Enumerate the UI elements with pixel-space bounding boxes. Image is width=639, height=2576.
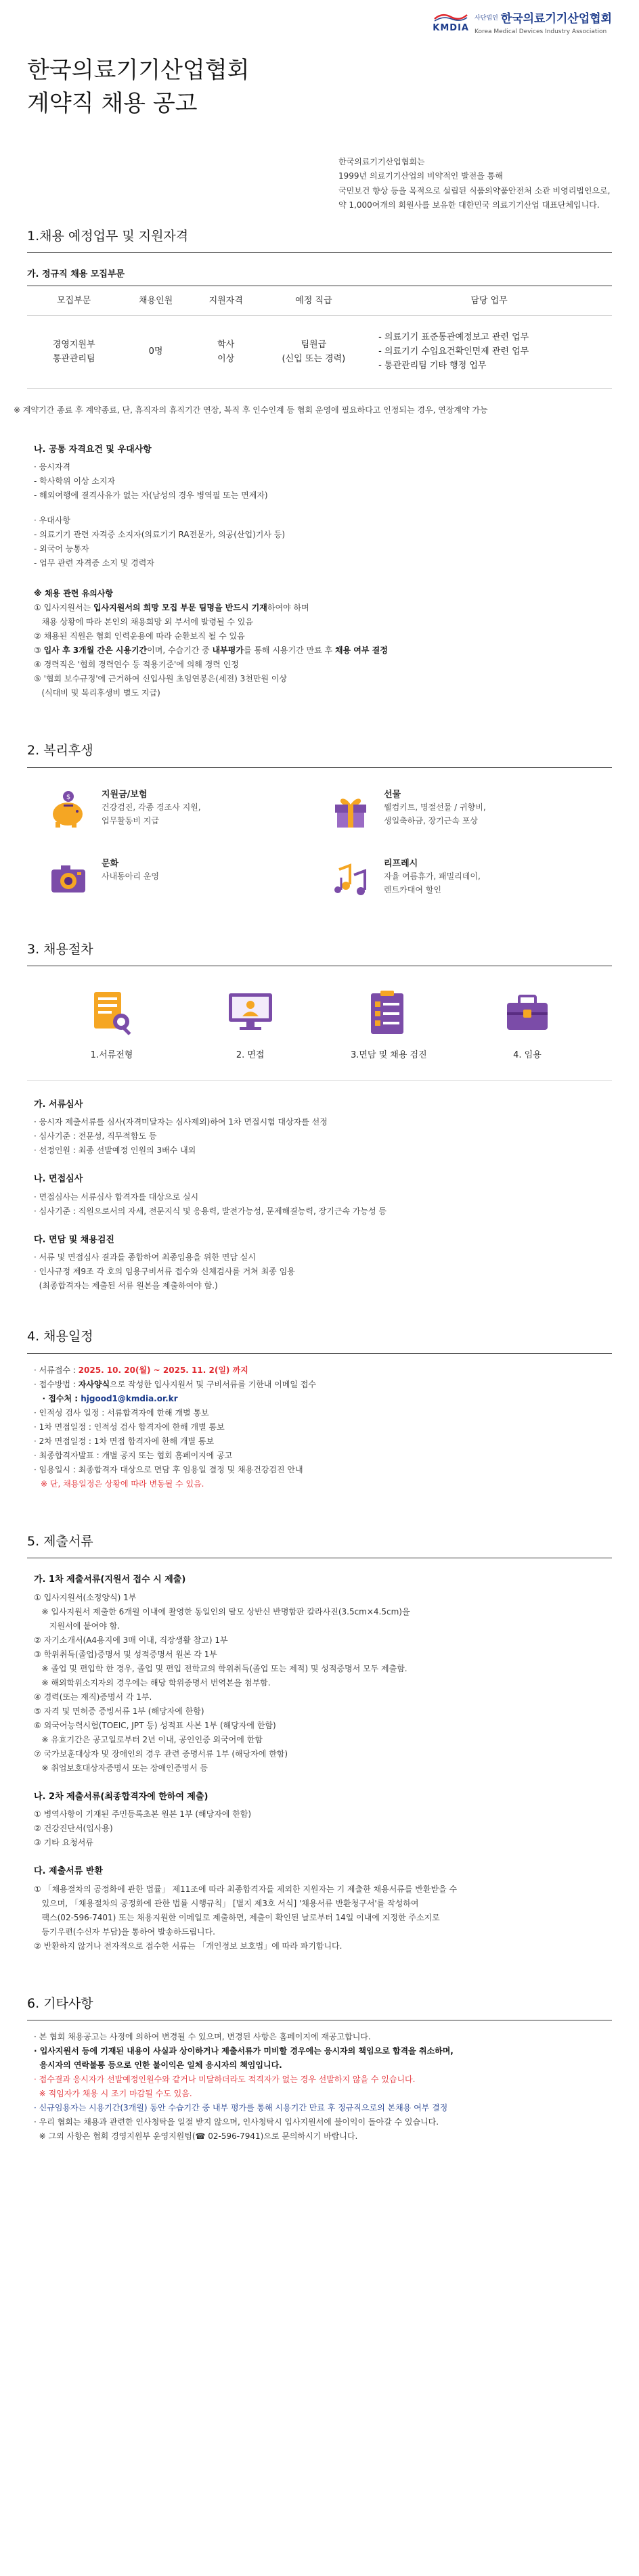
grade-line: (신입 또는 경력)	[282, 353, 346, 364]
table-header-row	[27, 286, 612, 316]
sub-heading: 가. 서류심사	[34, 1099, 83, 1110]
doc-review-block	[34, 1115, 612, 1158]
method-line	[34, 1378, 612, 1392]
qual-line: 학사	[217, 339, 235, 350]
duty-line: - 의료기기 표준통관예정보고 관련 업무	[378, 332, 529, 343]
req-item: - 학사학위 이상 소지자	[34, 476, 116, 487]
text-line: ① 「채용절차의 공정화에 관한 법률」 제11조에 따라 최종합격자를 제외한 지원자는 기 제출한 채용서류를 반환받을 수	[34, 1884, 458, 1894]
return-docs-block	[34, 1882, 612, 1953]
text-line: ※ 입사지원서 제출한 6개월 이내에 촬영한 동일인의 탈모 상반신 반명함판 칼라사진(3.5cm×4.5cm)을	[34, 1606, 410, 1617]
text-line: ※ 취업보호대상자증명서 또는 장애인증명서 등	[34, 1763, 208, 1773]
text-line: ※ 졸업 및 편입학 한 경우, 졸업 및 편입 전학교의 학위취득(졸업 또는 제적) 및 성적증명서 모두 제출함.	[34, 1663, 407, 1673]
title-line-2: 계약직 채용 공고	[27, 90, 198, 118]
intro-text	[338, 155, 612, 213]
pref-item: - 의료기기 관련 자격증 소지자(의료기기 RA전문가, 의공(산업)기사 등)	[34, 530, 286, 540]
dept-line: 통관관리팀	[52, 353, 95, 364]
text-line: ⑥ 외국어능력시험(TOEIC, JPT 등) 성적표 사본 1부 (해당자에 한함)	[34, 1720, 276, 1730]
deadline-value: 2025. 10. 20(월) ~ 2025. 11. 2(일) 까지	[78, 1365, 248, 1375]
second-docs-block	[34, 1807, 612, 1850]
deadline-line	[34, 1363, 612, 1378]
divider	[27, 1080, 612, 1081]
camera-icon	[47, 857, 89, 899]
divider	[27, 252, 612, 253]
svg-text:$: $	[66, 793, 71, 801]
process-step	[345, 987, 433, 1062]
header	[27, 0, 612, 47]
text-line: · 인적성 검사 일정 : 서류합격자에 한해 개별 통보	[34, 1407, 209, 1418]
duty-line: - 통관관리팀 기타 행정 업무	[378, 361, 487, 371]
section-benefits	[27, 741, 612, 899]
cell-dept	[27, 316, 120, 388]
text-line: ③ 기타 요청서류	[34, 1838, 93, 1848]
table-row	[27, 316, 612, 388]
caution-text: 를 통해 시용기간 만료 후	[243, 646, 335, 656]
video-interview-icon	[223, 987, 278, 1041]
checklist-icon	[361, 987, 416, 1041]
text-line: ⑤ 자격 및 면허증 증빙서류 1부 (해당자에 한함)	[34, 1706, 204, 1716]
text-line: ※ 해외학위소지자의 경우에는 해당 학위증명서 번역본을 첨부함.	[34, 1677, 271, 1688]
pref-item: - 업무 관련 자격증 소지 및 경력자	[34, 558, 154, 568]
text-line: ④ 경력(또는 재직)증명서 각 1부.	[34, 1692, 152, 1702]
logo-wave-icon	[433, 12, 468, 22]
section-title: 6. 기타사항	[27, 1995, 93, 2011]
caution-item	[34, 601, 612, 615]
caution-bold: 입사지원서의 희망 모집 부문 팀명을 반드시 기재	[93, 603, 267, 613]
benefit-item	[330, 857, 612, 899]
first-docs-block	[34, 1591, 612, 1776]
intro-line: 국민보건 향상 등을 목적으로 설립된 식품의약품안전처 소관 비영리법인으로,	[338, 185, 611, 196]
label: · 접수방법 :	[34, 1379, 79, 1389]
label: · 접수처 :	[34, 1393, 81, 1403]
cell-grade	[261, 316, 367, 388]
method-bold: 자사양식	[78, 1379, 110, 1389]
benefit-title: 선물	[384, 789, 401, 800]
caution-item: (식대비 및 복리후생비 별도 지급)	[34, 688, 160, 698]
caution-item: ② 채용된 직원은 협회 인력운용에 따라 순환보직 될 수 있음	[34, 631, 245, 641]
text-line: ① 입사지원서(소정양식) 1부	[34, 1592, 137, 1602]
text-line: · 선정인원 : 최종 선발예정 인원의 3배수 내외	[34, 1146, 196, 1156]
benefit-title: 지원금/보험	[102, 789, 148, 800]
section-documents	[27, 1532, 612, 1953]
step-label: 1.서류전형	[90, 1050, 133, 1061]
sub-heading: 나. 2차 제출서류(최종합격자에 한하여 제출)	[34, 1791, 208, 1802]
benefit-desc: 웰컴키트, 명절선물 / 귀향비,	[384, 803, 486, 813]
intro-line: 한국의료기기산업협회는	[338, 156, 425, 166]
interview-block	[34, 1190, 612, 1219]
recruit-table	[27, 286, 612, 389]
benefit-item	[47, 857, 330, 899]
requirements-block	[34, 460, 612, 700]
caution-text: 이며, 수습기간 중	[147, 646, 213, 656]
text-line: · 서류 및 면접심사 결과를 종합하여 최종임용을 위한 면담 실시	[34, 1252, 256, 1263]
sub-heading: 나. 공통 자격요건 및 우대사항	[34, 444, 152, 455]
logo-small: 사단법인	[474, 14, 498, 22]
title-line-1: 한국의료기기산업협회	[27, 57, 250, 84]
logo-name: 한국의료기기산업협회	[500, 12, 612, 26]
caution-item: ⑤ '협회 보수규정'에 근거하여 신입사원 초임연봉은(세전) 3천만원 이상	[34, 674, 288, 684]
step-label: 3.면담 및 채용 검진	[350, 1050, 427, 1061]
text-line: ※ 그외 사항은 협회 경영지원부 운영지원팀(☎ 02-596-7941)으로 문의하시기 바랍니다.	[34, 2131, 358, 2142]
grade-line: 팀원급	[301, 339, 327, 350]
caution-text: ① 입사지원서는	[34, 603, 93, 613]
sub-heading: 다. 면담 및 채용검진	[34, 1234, 114, 1245]
piggy-bank-icon	[47, 788, 89, 830]
sub-heading: 나. 면접심사	[34, 1174, 83, 1185]
section-process	[27, 940, 612, 1294]
benefit-title: 리프레시	[384, 858, 418, 869]
duty-line: - 의료기기 수입요건확인면제 관련 업무	[378, 346, 529, 357]
section-title: 4. 채용일정	[27, 1329, 93, 1345]
email-line	[34, 1392, 612, 1406]
document-review-icon	[85, 987, 139, 1041]
section-misc	[27, 1994, 612, 2144]
music-notes-icon	[330, 857, 372, 899]
col-header: 모집부문	[27, 286, 120, 316]
text-line: · 1차 면접일정 : 인적성 검사 합격자에 한해 개별 통보	[34, 1422, 225, 1432]
benefit-desc: 자율 여름휴가, 패밀리데이,	[384, 872, 481, 882]
label: · 서류접수 :	[34, 1365, 79, 1375]
page-title	[27, 54, 612, 121]
text-line: ※ 유효기간은 공고일로부터 2년 이내, 공인인증 외국어에 한함	[34, 1734, 263, 1744]
section-title: 2. 복리후생	[27, 743, 93, 759]
caution-bold: 입사 후 3개월 간은 시용기간	[43, 646, 148, 656]
text-line: · 응시자 제출서류를 심사(자격미달자는 심사제외)하여 1차 면접시험 대상자를 선정	[34, 1117, 328, 1127]
text-line: · 접수결과 응시자가 선발예정인원수와 같거나 미달하더라도 적격자가 없는 경우 선발하지 않을 수 있습니다.	[34, 2075, 416, 2085]
method-rest: 으로 작성한 입사지원서 및 구비서류를 기한내 이메일 접수	[110, 1379, 316, 1389]
caution-item: ④ 경력직은 '협회 경력연수 등 적용기준'에 의해 경력 인정	[34, 660, 239, 670]
benefit-desc: 업무활동비 지급	[102, 815, 159, 826]
divider	[27, 767, 612, 768]
text-line: ③ 학위취득(졸업)증명서 및 성적증명서 원본 각 1부	[34, 1649, 217, 1659]
text-line: ② 건강진단서(입사용)	[34, 1824, 113, 1834]
text-line: 팩스(02-596-7401) 또는 채용지원한 이메일로 제출하면, 제출이 확인된 날로부터 14일 이내에 지정한 주소지로	[34, 1912, 440, 1922]
benefit-desc: 사내동아리 운영	[102, 872, 159, 882]
section-title: 3. 채용절차	[27, 941, 93, 957]
intro-line: 약 1,000여개의 회원사를 보유한 대한민국 의료기기산업 대표단체입니다.	[338, 200, 600, 210]
logo-mark	[433, 12, 469, 35]
req-head: · 응시자격	[34, 462, 70, 472]
text-line: · 본 협회 채용공고는 사정에 의하여 변경될 수 있으며, 변경된 사항은 홈페이지에 재공고합니다.	[34, 2032, 371, 2042]
logo-en: Korea Medical Devices Industry Association	[474, 28, 607, 35]
sub-heading: 다. 제출서류 반환	[34, 1866, 103, 1877]
benefit-item	[47, 788, 330, 830]
benefit-item	[330, 788, 612, 830]
cell-count: 0명	[120, 316, 191, 388]
misc-block	[34, 2030, 612, 2144]
text-line: ※ 적임자가 채용 시 조기 마감될 수도 있음.	[34, 2089, 192, 2099]
intro-line: 1999년 의료기기산업의 비약적인 발전을 통해	[338, 171, 503, 181]
sub-heading: 가. 정규직 채용 모집부문	[27, 269, 125, 280]
text-line: · 면접심사는 서류심사 합격자를 대상으로 실시	[34, 1192, 199, 1202]
text-line: 등기우편(수신자 부담)을 통하여 발송하드립니다.	[34, 1926, 215, 1937]
text-line: · 인사규정 제9조 각 호의 임용구비서류 접수와 신체검사를 거쳐 최종 임용	[34, 1267, 295, 1277]
text-line: 지원서에 붙여야 함.	[34, 1621, 120, 1631]
caution-bold: 내부평가	[212, 646, 244, 656]
text-line: · 심사기준 : 전문성, 직무적합도 등	[34, 1131, 157, 1142]
contract-note: ※ 계약기간 종료 후 계약종료, 단, 휴직자의 휴직기간 연장, 복직 후 인수인계 등 협회 운영에 필요하다고 인정되는 경우, 연장계약 가능	[14, 405, 488, 415]
col-header: 담당 업무	[366, 286, 612, 316]
pref-item: - 외국어 능통자	[34, 544, 89, 554]
caution-text: 하여야 하며	[267, 603, 309, 613]
section-schedule	[27, 1327, 612, 1491]
text-line: 있으며, 「채용절차의 공정화에 관한 법률 시행규칙」 [별지 제3호 서식] '채용서류 반환청구서'를 작성하여	[34, 1898, 419, 1908]
process-steps	[27, 966, 612, 1062]
text-line: · 우리 협회는 채용과 관련한 인사청탁을 일절 받지 않으며, 인사청탁시 입사지원서에 불이익이 돌아갈 수 있습니다.	[34, 2117, 439, 2127]
text-line: ⑦ 국가보훈대상자 및 장애인의 경우 관련 증명서류 1부 (해당자에 한함)	[34, 1748, 288, 1759]
sub-heading: 가. 1차 제출서류(지원서 접수 시 제출)	[34, 1575, 186, 1585]
benefit-desc: 렌트카대여 할인	[384, 884, 441, 895]
briefcase-icon	[500, 987, 554, 1041]
benefit-title: 문화	[102, 858, 119, 869]
process-step	[206, 987, 294, 1062]
text-line: ② 반환하지 않거나 전자적으로 접수한 서류는 「개인정보 보호법」에 따라 파기합니다.	[34, 1941, 343, 1951]
cell-qual	[191, 316, 261, 388]
process-step	[68, 987, 156, 1062]
gift-icon	[330, 788, 372, 830]
text-line: ② 자기소개서(A4용지에 3매 이내, 직장생활 참고) 1부	[34, 1635, 228, 1645]
process-step	[483, 987, 571, 1062]
logo-abbr: KMDIA	[433, 23, 469, 34]
req-item: - 해외여행에 결격사유가 없는 자(남성의 경우 병역필 또는 면제자)	[34, 491, 268, 501]
text-line: (최종합격자는 제출된 서류 원본을 제출하여야 함.)	[34, 1281, 218, 1291]
cell-duties	[366, 316, 612, 388]
logo-text	[475, 11, 612, 37]
caution-bold: 채용 여부 결정	[334, 646, 388, 656]
caution-head: ※ 채용 관련 유의사항	[34, 589, 113, 599]
text-line: 응시자의 연락불통 등으로 인한 불이익은 일체 응시자의 책임입니다.	[34, 2060, 282, 2071]
caution-item	[34, 643, 612, 658]
section-title: 5. 제출서류	[27, 1533, 93, 1549]
text-line: · 최종합격자발표 : 개별 공지 또는 협회 홈페이지에 공고	[34, 1450, 233, 1460]
step-label: 2. 면접	[236, 1050, 265, 1061]
col-header: 지원자격	[191, 286, 261, 316]
text-line: · 2차 면접일정 : 1차 면접 합격자에 한해 개별 통보	[34, 1436, 215, 1446]
text-line: · 입사지원서 등에 기재된 내용이 사실과 상이하거나 제출서류가 미비할 경우에는 응시자의 책임으로 합격을 취소하며,	[34, 2046, 454, 2056]
schedule-block	[34, 1363, 612, 1491]
section-qualifications	[14, 227, 612, 700]
pref-head: · 우대사항	[34, 516, 70, 526]
qual-line: 이상	[217, 353, 235, 364]
text-line: · 임용일시 : 최종합격자 대상으로 면담 후 임용일 결정 및 채용건강검진 안내	[34, 1464, 303, 1474]
benefit-desc: 건강검진, 각종 경조사 지원,	[102, 803, 201, 813]
email-link[interactable]: hjgood1@kmdia.or.kr	[81, 1393, 178, 1403]
kmdia-logo[interactable]	[433, 11, 612, 37]
text-line: ① 병역사항이 기재된 주민등록초본 원본 1부 (해당자에 한함)	[34, 1809, 252, 1820]
text-line: · 신규임용자는 시용기간(3개월) 동안 수습기간 중 내부 평가를 통해 시용기간 만료 후 정규직으로의 본채용 여부 결정	[34, 2103, 448, 2113]
schedule-red-note: ※ 단, 채용일정은 상황에 따라 변동될 수 있음.	[41, 1478, 204, 1489]
col-header: 채용인원	[120, 286, 191, 316]
checkup-block	[34, 1250, 612, 1293]
benefits-grid	[27, 788, 612, 899]
text-line: · 심사기준 : 직원으로서의 자세, 전문지식 및 응용력, 발전가능성, 문제해결능력, 장기근속 가능성 등	[34, 1206, 387, 1216]
step-label: 4. 임용	[513, 1050, 542, 1061]
caution-text: ③	[34, 646, 44, 656]
dept-line: 경영지원부	[52, 339, 95, 350]
benefit-desc: 생일축하금, 장기근속 포상	[384, 815, 478, 826]
caution-item: 채용 상황에 따라 본인의 채용희망 외 부서에 발령될 수 있음	[34, 617, 253, 627]
divider	[27, 1353, 612, 1354]
section-title: 1.채용 예정업무 및 지원자격	[27, 228, 189, 244]
col-header: 예정 직급	[261, 286, 367, 316]
